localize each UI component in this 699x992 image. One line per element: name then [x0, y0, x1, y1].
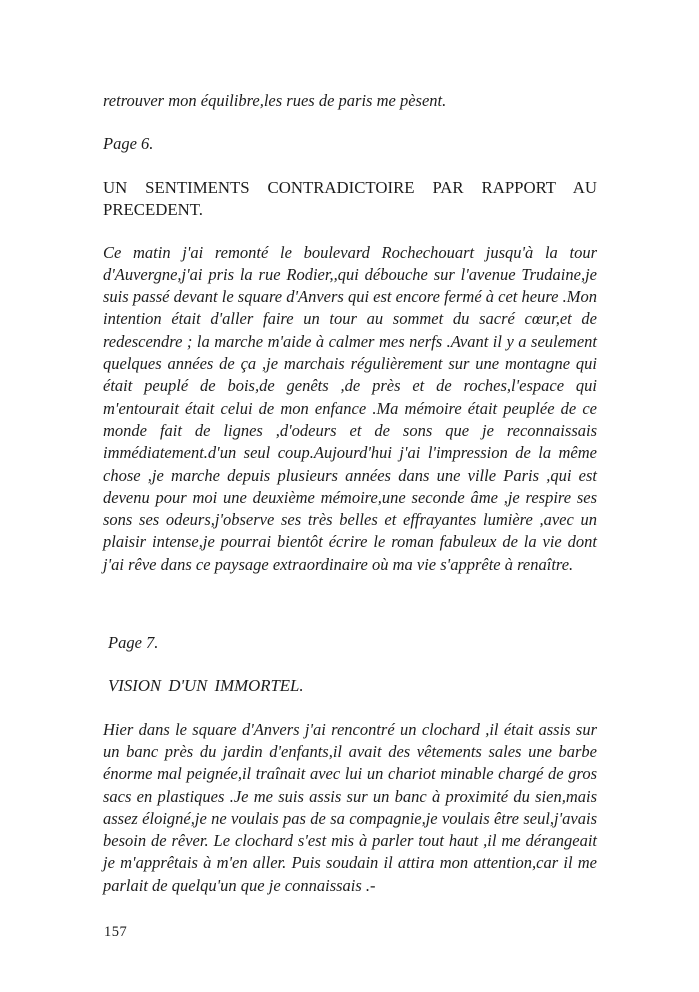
- page7-heading: VISION D'UN IMMORTEL.: [108, 676, 304, 696]
- page7-label: Page 7.: [108, 633, 159, 653]
- carryover-line: retrouver mon équilibre,les rues de paris me pèsent.: [103, 91, 447, 110]
- page-number: 157: [104, 924, 128, 940]
- page7-paragraph: Hier dans le square d'Anvers j'ai rencontré un clochard ,il était assis sur un banc près du jardin d'enfants,il avait des vêtements sales une barbe énorme mal peignée,il traînait avec lui un chariot minable chargé de gros sacs en plastiques .Je me suis assis sur un banc à proximité du sien,mais assez éloigné,je ne voulais pas de sa compagnie,je voulais être seul,j'avais besoin de rêver. Le clochard s'est mis à parler tout haut ,il me dérangeait je m'apprêtais à m'en aller. Puis soudain il attira mon attention,car il me parlait de quelqu'un que je connaissais .-: [103, 719, 597, 895]
- page6-paragraph: Ce matin j'ai remonté le boulevard Rochechouart jusqu'à la tour d'Auvergne,j'ai pris la rue Rodier,,qui débouche sur l'avenue Trudaine,je suis passé devant le square d'Anvers qui est encore fermé à cet heure .Mon intention était d'aller faire un tour au sommet du sacré cœur,et de redescendre ; la marche m'aide à calmer mes nerfs .Avant il y a seulement quelques années de ça ,je marchais régulièrement sur une montagne qui était peuplé de bois,de genêts ,de près et de roches,l'espace qui m'entourait était celui de mon enfance .Ma mémoire était peuplée de ce monde fait de lignes ,d'odeurs et de sons que je reconnaissais immédiatement.d'un seul coup.Aujourd'hui j'ai l'impression de la même chose ,je marche depuis plusieurs années dans une ville Paris ,qui est devenu pour moi une deuxième mémoire,une seconde âme ,je respire ses sons ses odeurs,j'observe ses très belles et effrayantes lumière ,avec un plaisir intense,je pourrai bientôt écrire le roman fabuleux de la vie dont j'ai rêve dans ce paysage extraordinaire où ma vie s'apprête à renaître.: [103, 242, 597, 574]
- page6-heading: UN SENTIMENTS CONTRADICTOIRE PAR RAPPORT AU PRECEDENT.: [103, 177, 597, 220]
- page6-label: Page 6.: [103, 134, 154, 154]
